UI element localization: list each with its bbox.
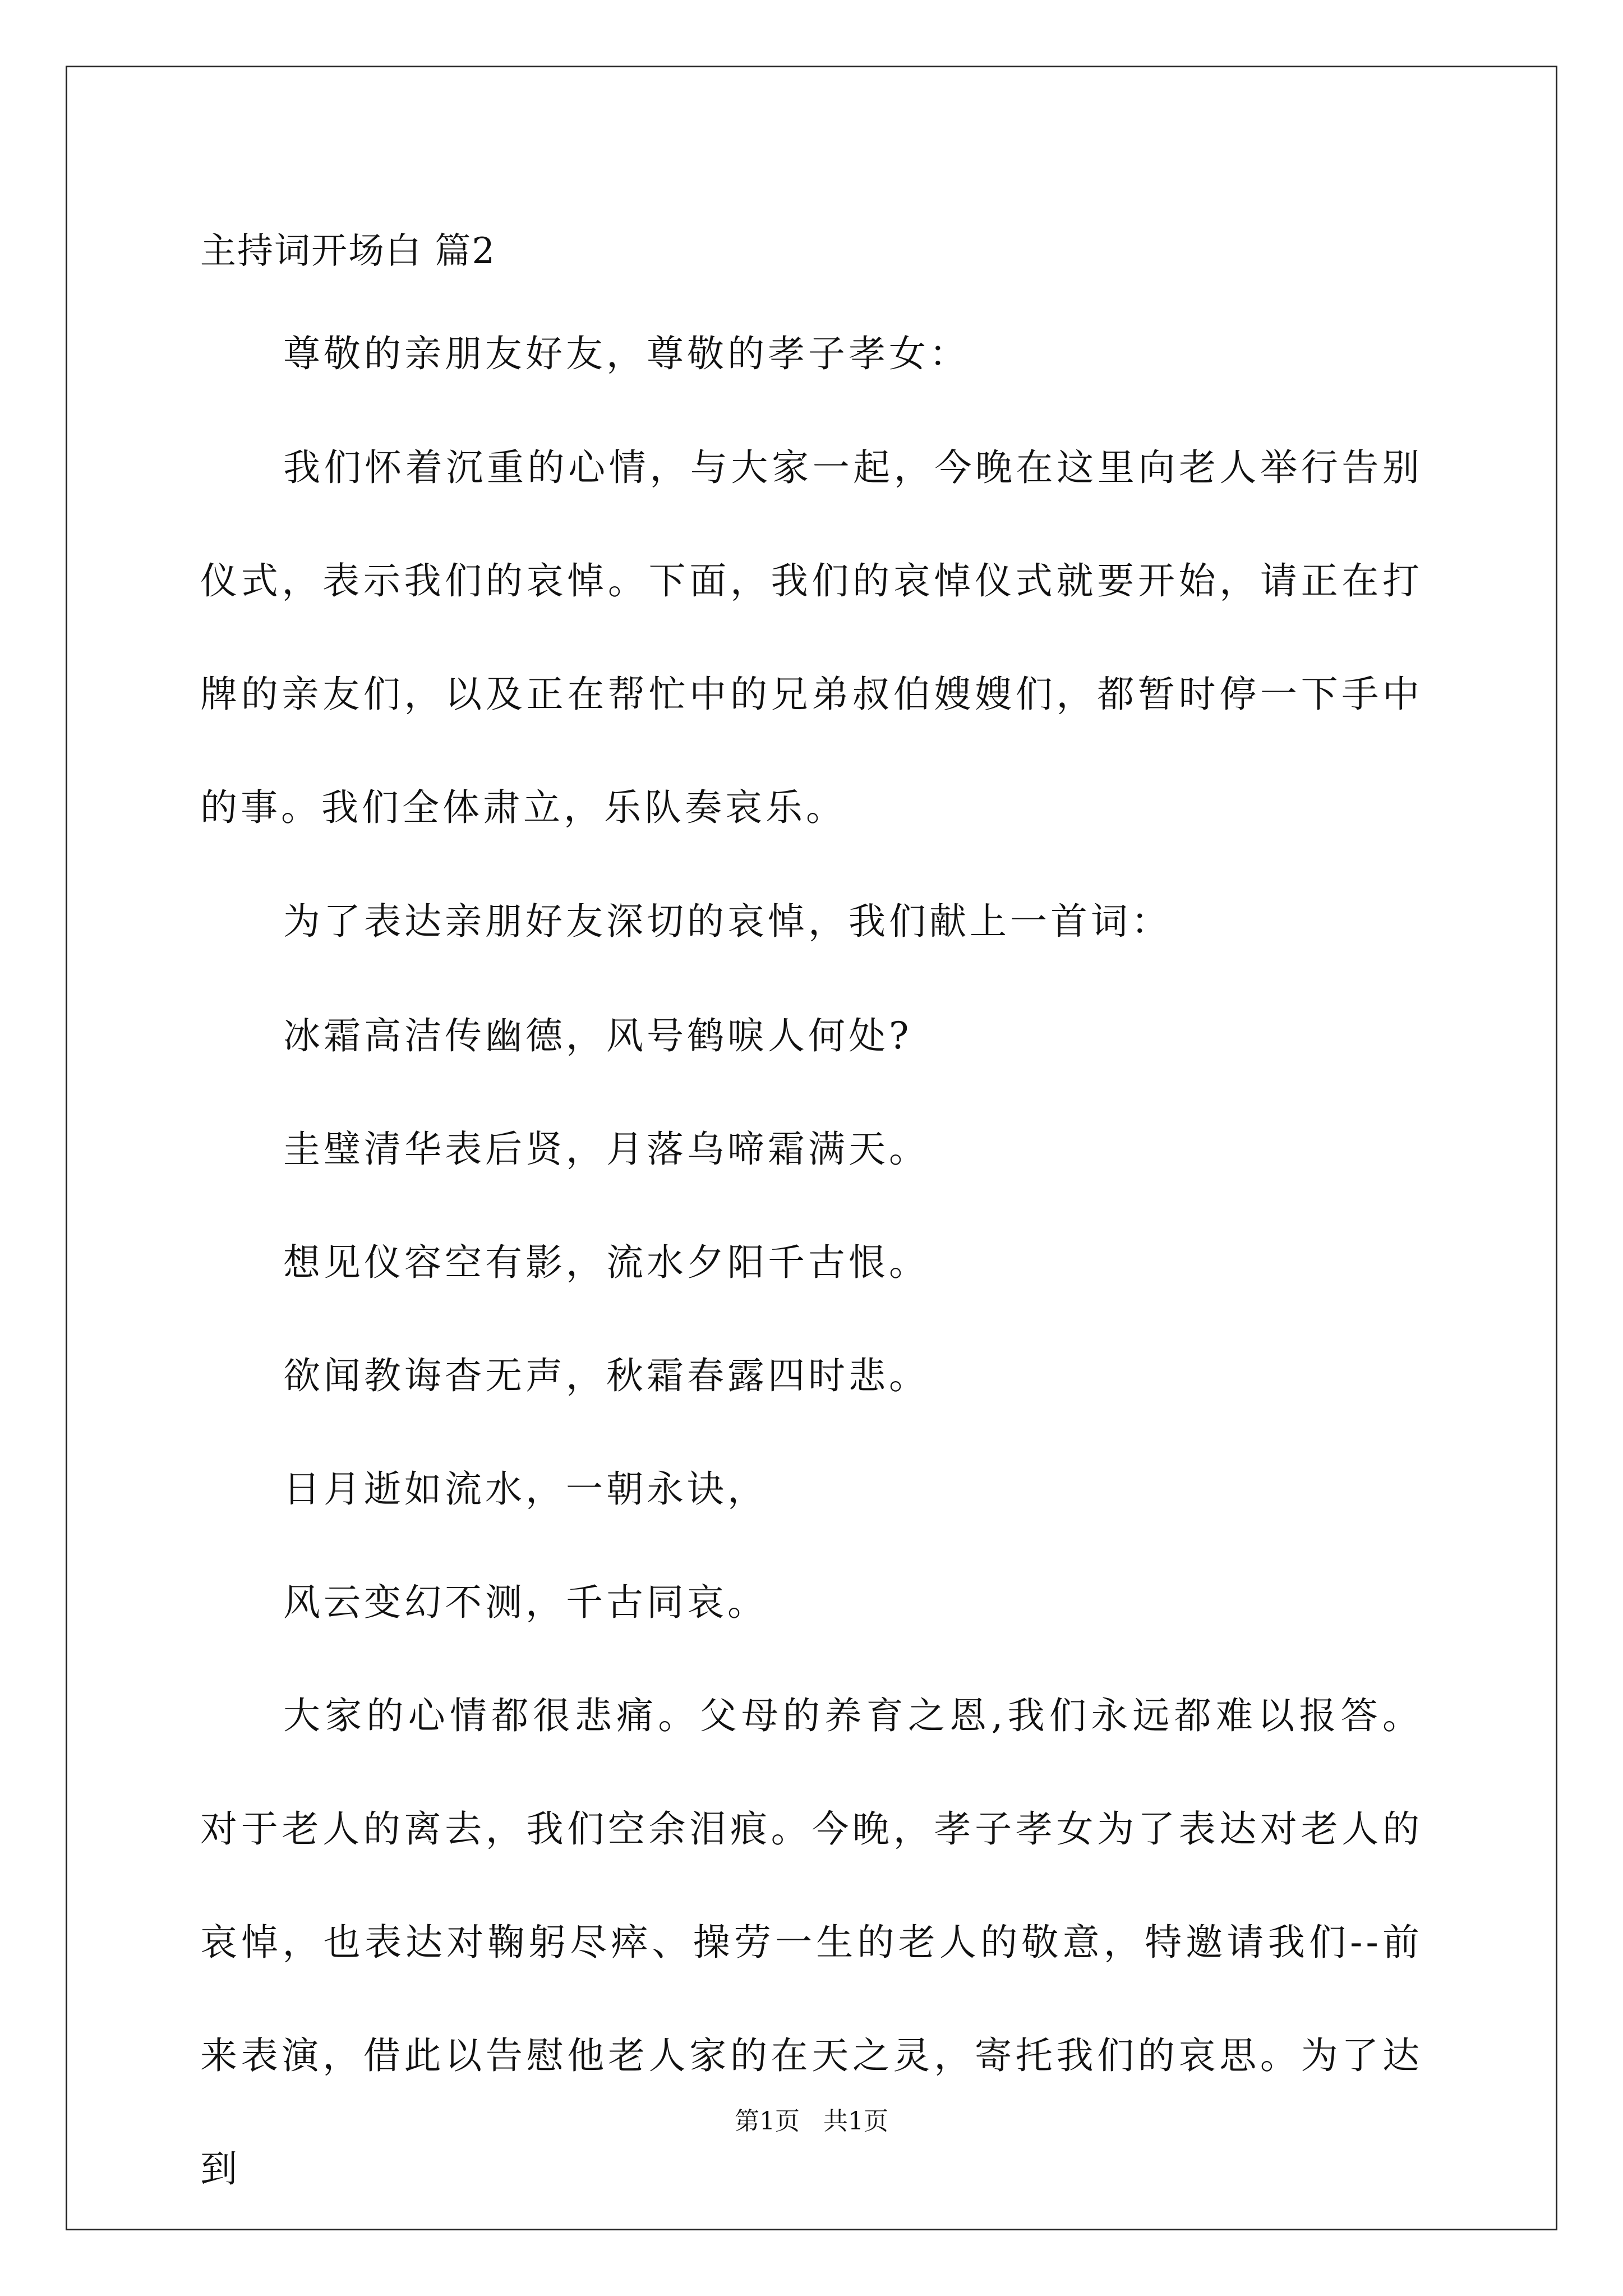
paragraph-poem-intro: 为了表达亲朋好友深切的哀悼，我们献上一首词： xyxy=(283,900,1172,943)
poem-line-6: 风云变幻不测，千古同哀。 xyxy=(283,1581,768,1624)
poem-line-5: 日月逝如流水，一朝永诀， xyxy=(283,1467,768,1511)
poem-line-2: 圭璧清华表后贤，月落乌啼霜满天。 xyxy=(283,1128,929,1171)
paragraph-greeting: 尊敬的亲朋友好友，尊敬的孝子孝女： xyxy=(283,332,970,375)
paragraph-opening: 我们怀着沉重的心情，与大家一起，今晚在这里向老人举行告别仪式，表示我们的哀悼。下面，我们的哀悼仪式就要开始，请正在打牌的亲友们，以及正在帮忙中的兄弟叔伯嫂嫂们，都暂时停一下手中的事。我们全体肃立，乐队奏哀乐。 xyxy=(200,446,1423,829)
poem-line-4: 欲闻教诲杳无声，秋霜春露四时悲。 xyxy=(283,1354,929,1397)
paragraph-closing: 大家的心情都很悲痛。父母的养育之恩,我们永远都难以报答。对于老人的离去，我们空余泪痕。今晚，孝子孝女为了表达对老人的哀悼，也表达对鞠躬尽瘁、操劳一生的老人的敬意，特邀请我们--前来表演，借此以告慰他老人家的在天之灵，寄托我们的哀思。为了达到 xyxy=(200,1694,1423,2191)
document-heading: 主持词开场白 篇2 xyxy=(200,231,496,272)
poem-line-1: 冰霜高洁传幽德，风号鹤唳人何处? xyxy=(283,1014,912,1057)
page-footer: 第1页 共1页 xyxy=(735,2107,888,2136)
poem-line-3: 想见仪容空有影，流水夕阳千古恨。 xyxy=(283,1241,929,1284)
